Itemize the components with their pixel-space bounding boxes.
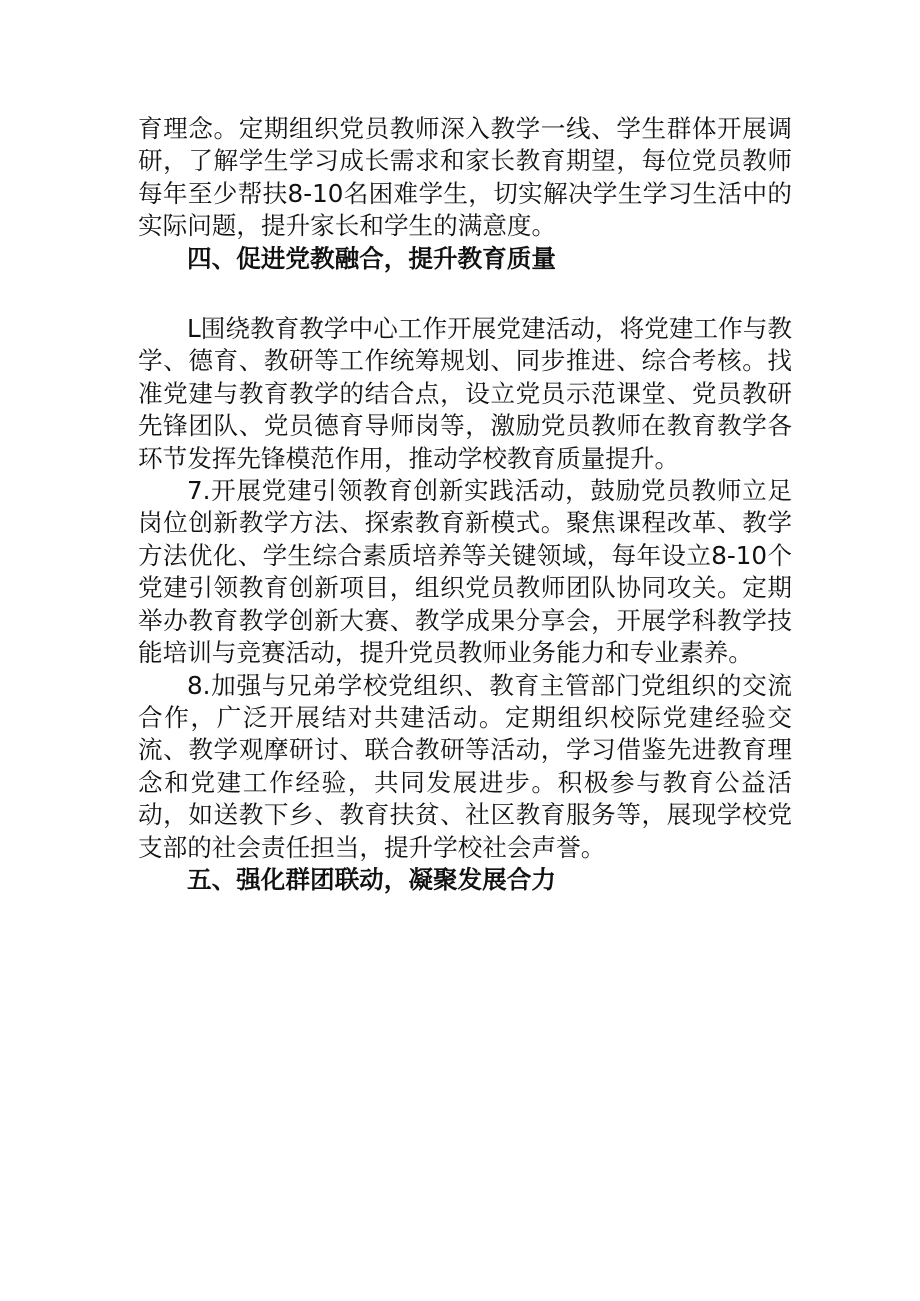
- section-heading-four: 四、促进党教融合，提升教育质量: [187, 243, 556, 273]
- document-page: [138, 113, 792, 896]
- body-paragraph-continued: 育理念。定期组织党员教师深入教学一线、学生群体开展调研，了解学生学习成长需求和家长教育期望，每位党员教师每年至少帮扶8-10名困难学生，切实解决学生学习生活中的实际问题，提升家长和学生的满意度。: [138, 114, 792, 241]
- section-heading-five: 五、强化群团联动，凝聚发展合力: [187, 864, 556, 894]
- body-paragraph-item-7: 7.开展党建引领教育创新实践活动，鼓励党员教师立足岗位创新教学方法、探索教育新模式。聚焦课程改革、教学方法优化、学生综合素质培养等关键领域，每年设立8-10个党建引领教育创新项目，组织党员教师团队协同攻关。定期举办教育教学创新大赛、教学成果分享会，开展学科教学技能培训与竞赛活动，提升党员教师业务能力和专业素养。: [138, 476, 792, 668]
- body-paragraph-item-8: 8.加强与兄弟学校党组织、教育主管部门党组织的交流合作，广泛开展结对共建活动。定期组织校际党建经验交流、教学观摩研讨、联合教研等活动，学习借鉴先进教育理念和党建工作经验，共同发展进步。积极参与教育公益活动，如送教下乡、教育扶贫、社区教育服务等，展现学校党支部的社会责任担当，提升学校社会声誉。: [138, 670, 792, 862]
- body-paragraph-item-1: L围绕教育教学中心工作开展党建活动，将党建工作与教学、德育、教研等工作统筹规划、同步推进、综合考核。找准党建与教育教学的结合点，设立党员示范课堂、党员教研先锋团队、党员德育导师岗等，激励党员教师在教育教学各环节发挥先锋模范作用，推动学校教育质量提升。: [138, 314, 792, 473]
